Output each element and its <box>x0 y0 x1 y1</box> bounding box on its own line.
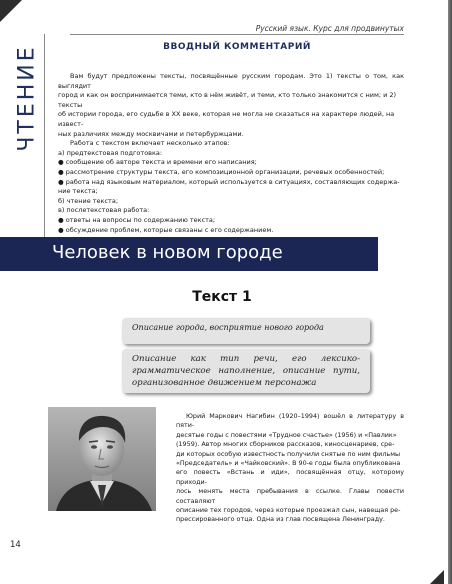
topic-box-description: Описание как тип речи, его лексико-грамматическое наполнение, описание пути, организованное движением персонажа <box>122 349 370 393</box>
page-number: 14 <box>10 540 21 550</box>
commentary-line: ● сообщение об авторе текста и времени его написания; <box>58 158 257 167</box>
commentary-line: ● работа над языковым материалом, который используется в ситуациях, составляющих содержа- <box>58 177 400 186</box>
text-heading: Текст 1 <box>192 289 252 305</box>
author-portrait-image <box>48 407 156 511</box>
bio-line: его повесть «Встань и иди», посвящённая отцу, которому приходи- <box>176 468 404 486</box>
bio-line: лось менять места пребывания в ссылке. Главы повести составляют <box>176 487 404 505</box>
commentary-line: об истории города, его судьбе в XX веке, которая не могла не сказаться на характере людей, на извест- <box>58 110 395 128</box>
commentary-line: город и как он воспринимается теми, кто в нём живёт, и теми, кто только знакомится с ним; и 2) тексты <box>58 91 397 109</box>
bio-line: Юрий Маркович Нагибин (1920–1994) вошёл в литературу в пяти- <box>176 412 404 430</box>
section-divider <box>44 34 45 264</box>
page-edge <box>448 0 452 584</box>
commentary-line: ● обсуждение проблем, которые связаны с его содержанием. <box>58 225 274 234</box>
commentary-line: ● рассмотрение структуры текста, его композиционной организации, речевых особенностей; <box>58 167 385 176</box>
bio-line: десятые годы с повестями «Трудное счастье» (1956) и «Павлик» <box>176 430 397 439</box>
chapter-banner <box>0 237 378 271</box>
commentary-line: ние текста; <box>58 187 98 196</box>
author-portrait <box>48 407 156 511</box>
commentary-body <box>58 72 404 235</box>
header-rule <box>70 34 404 35</box>
bio-line: прессированного отца. Одна из глав посвящена Ленинграду. <box>176 515 385 524</box>
commentary-line: б) чтение текста; <box>58 196 119 205</box>
corner-decoration-bottom <box>430 570 444 584</box>
commentary-line: а) предтекстовая подготовка: <box>58 148 163 157</box>
bio-line: «Председатель» и «Чайковский». В 90-е годы была опубликована <box>176 459 401 468</box>
commentary-line: в) послетекстовая работа: <box>58 206 150 215</box>
commentary-line: Вам будут предложены тексты, посвящённые русским городам. Это 1) тексты о том, как выглядит <box>58 72 404 90</box>
chapter-title: Человек в новом городе <box>52 242 283 263</box>
commentary-title: ВВОДНЫЙ КОММЕНТАРИЙ <box>163 42 311 52</box>
commentary-line: ных различиях между москвичами и петербуржцами. <box>58 129 244 138</box>
author-biography <box>176 412 404 525</box>
corner-decoration <box>0 0 22 22</box>
commentary-line: ● ответы на вопросы по содержанию текста; <box>58 215 216 224</box>
course-title: Русский язык. Курс для продвинутых <box>255 24 404 33</box>
bio-line: (1959). Автор многих сборников рассказов, киносценариев, сре- <box>176 440 395 449</box>
bio-line: ди которых особую известность получили снятые по ним фильмы <box>176 449 401 458</box>
topic-box: Описание города, восприятие нового города <box>122 318 370 344</box>
section-label: ЧТЕНИЕ <box>14 44 40 152</box>
bio-line: описание тех городов, через которые проезжал сын, навещая ре- <box>176 506 401 515</box>
commentary-line: Работа с текстом включает несколько этапов: <box>70 139 230 148</box>
